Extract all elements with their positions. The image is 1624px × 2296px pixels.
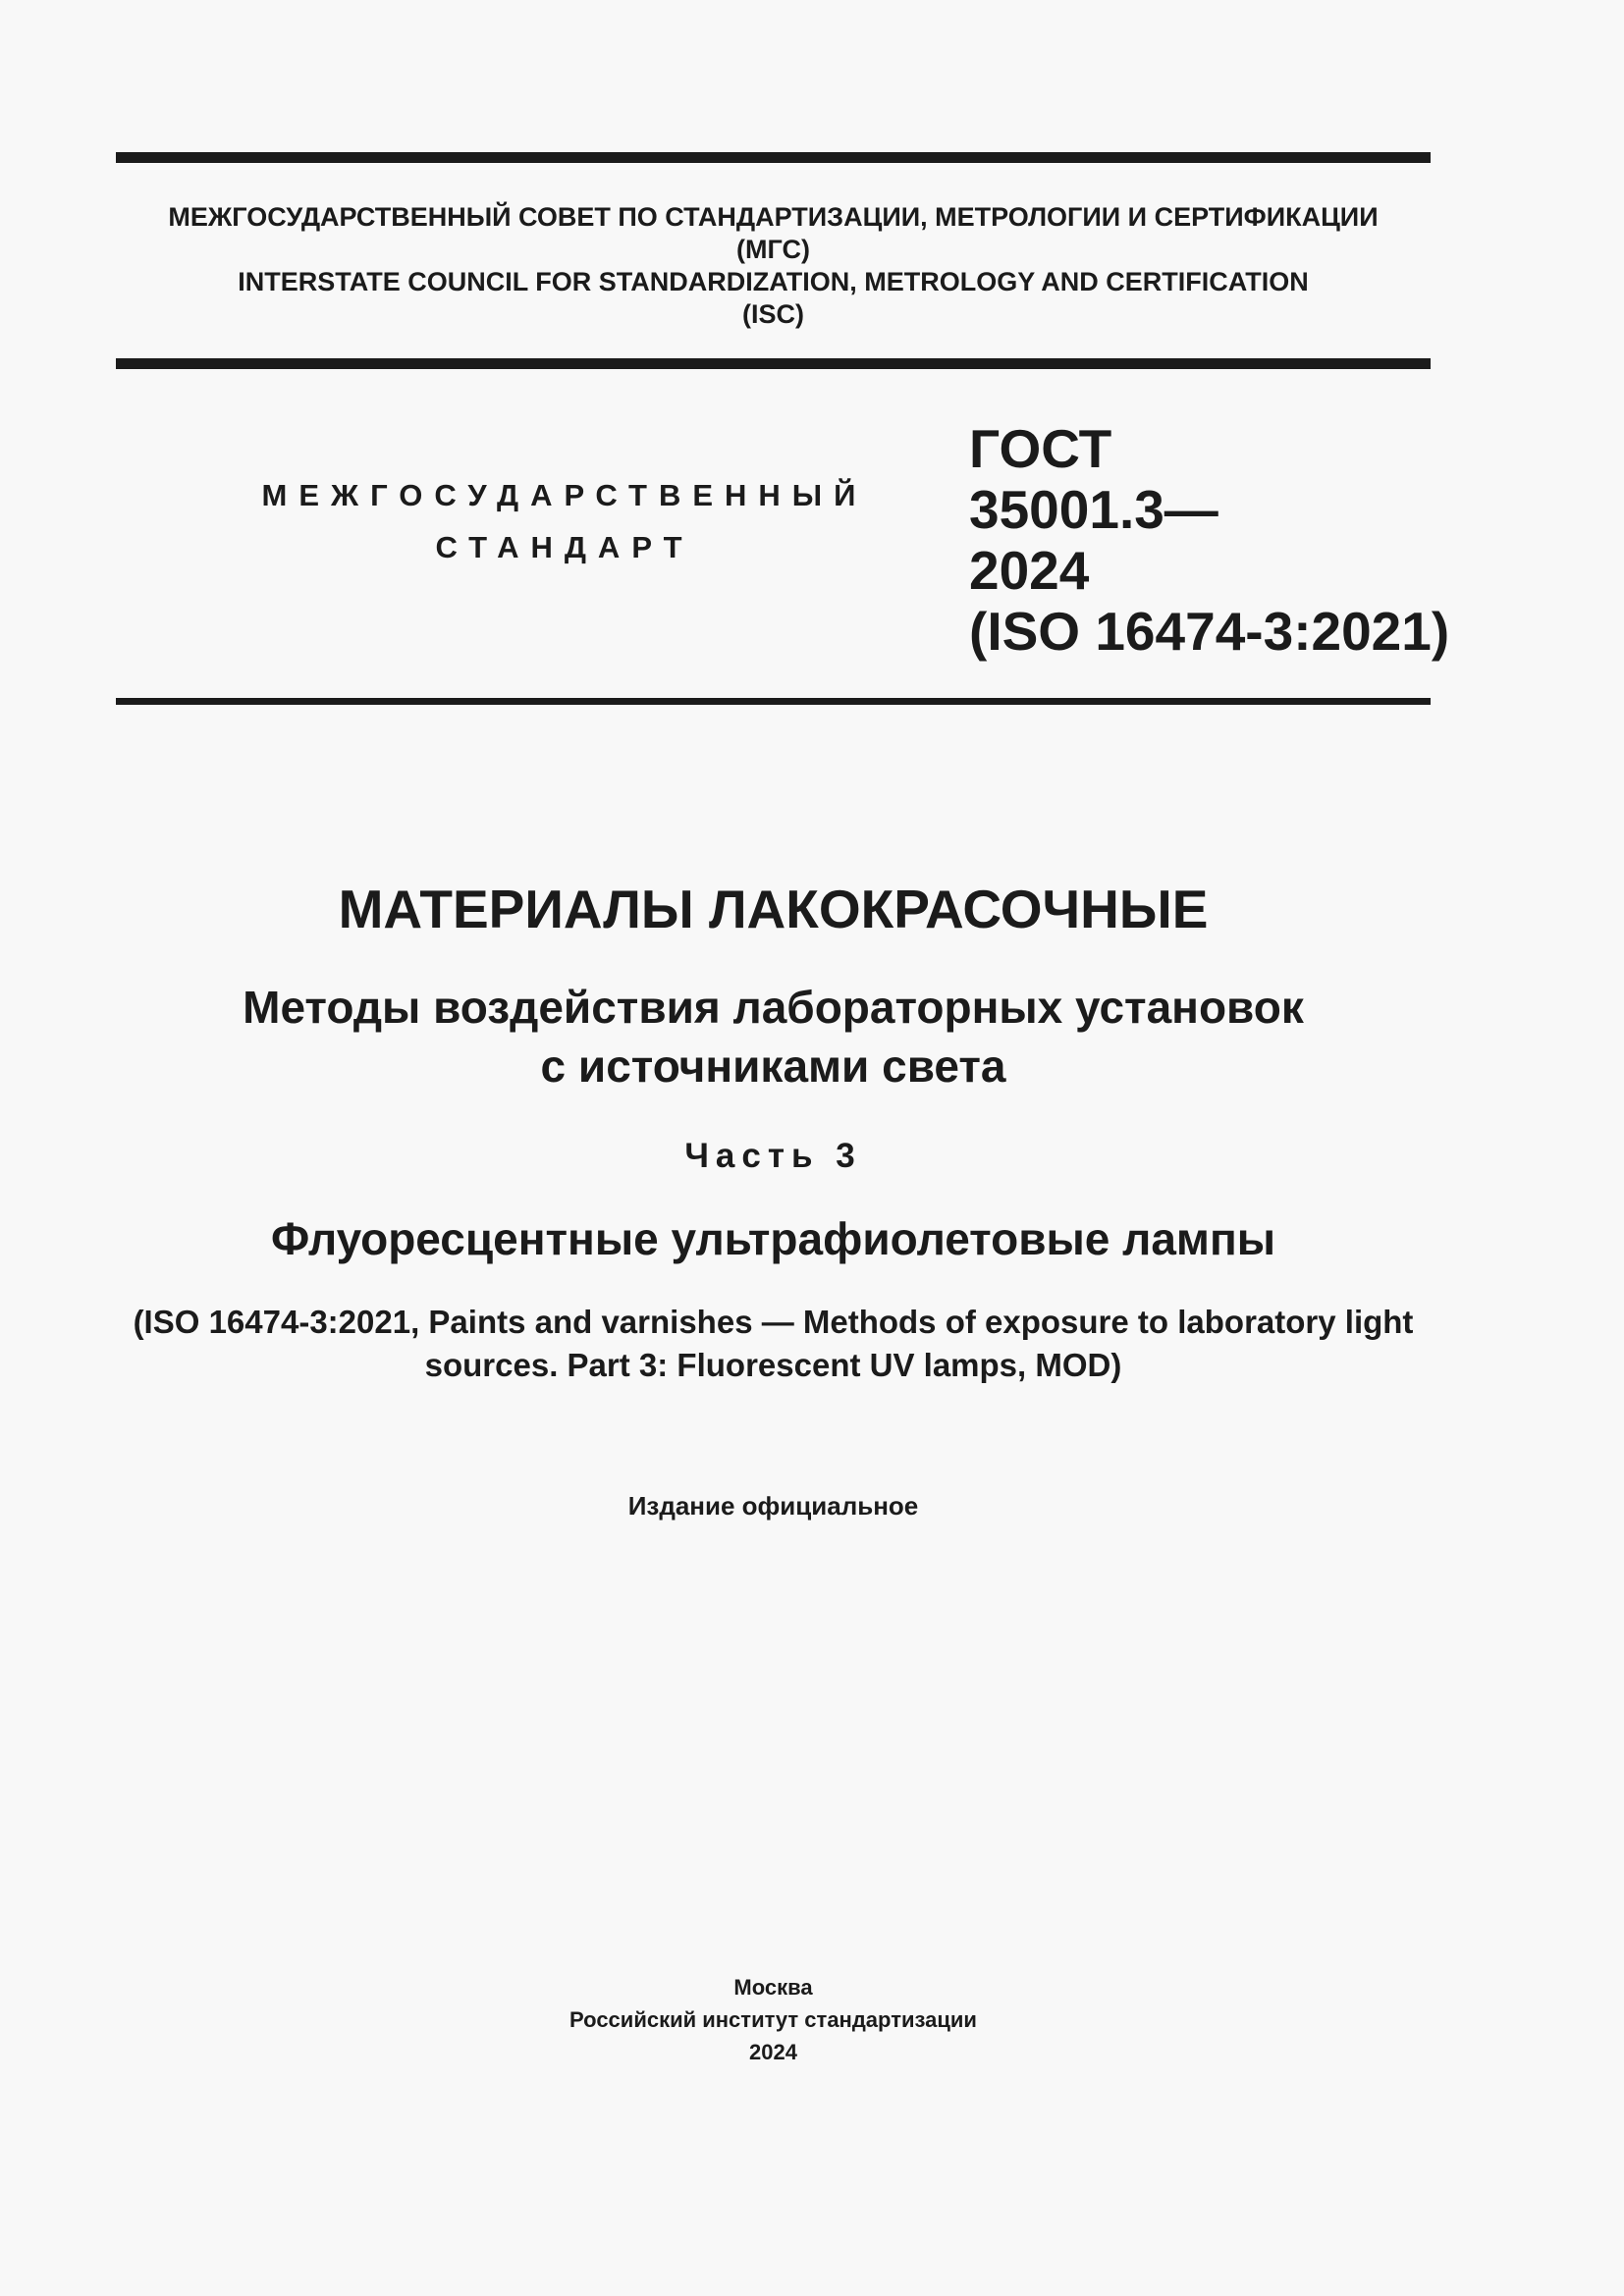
publisher-city: Москва <box>733 1975 813 2000</box>
document-part: Часть 3 <box>684 1137 862 1175</box>
standard-type-line2: СТАНДАРТ <box>435 530 694 564</box>
edition-label: Издание официальное <box>627 1491 919 1521</box>
subtitle-line2: с источниками света <box>540 1041 1006 1092</box>
document-subtitle <box>116 978 1431 1095</box>
council-abbr-ru: (МГС) <box>736 235 810 264</box>
gost-designation <box>969 418 1449 662</box>
publisher-institute: Российский институт стандартизации <box>569 2007 977 2032</box>
document-part-title: Флуоресцентные ультрафиолетовые лампы <box>270 1213 1276 1264</box>
council-abbr-en: (ISC) <box>742 299 804 329</box>
council-header <box>116 201 1431 331</box>
gost-label: ГОСТ <box>969 418 1112 479</box>
header-rule <box>116 358 1431 369</box>
gost-iso-ref: (ISO 16474-3:2021) <box>969 601 1450 662</box>
top-rule <box>116 152 1431 163</box>
council-name-en: INTERSTATE COUNCIL FOR STANDARDIZATION, METROLOGY AND CERTIFICATION <box>238 267 1309 296</box>
gost-year: 2024 <box>969 540 1090 601</box>
publisher-block <box>116 1971 1431 2068</box>
iso-title-line1: (ISO 16474-3:2021, Paints and varnishes — Methods of exposure to laboratory light <box>133 1304 1414 1340</box>
iso-title <box>116 1301 1431 1387</box>
standard-type <box>245 469 884 573</box>
subtitle-line1: Методы воздействия лабораторных установок <box>243 982 1304 1033</box>
standard-type-line1: МЕЖГОСУДАРСТВЕННЫЙ <box>261 478 868 512</box>
publisher-year: 2024 <box>749 2040 797 2064</box>
iso-title-line2: sources. Part 3: Fluorescent UV lamps, MOD) <box>424 1347 1122 1383</box>
gost-number: 35001.3— <box>969 479 1218 540</box>
council-name-ru: МЕЖГОСУДАРСТВЕННЫЙ СОВЕТ ПО СТАНДАРТИЗАЦИИ, МЕТРОЛОГИИ И СЕРТИФИКАЦИИ <box>168 202 1379 232</box>
designation-rule <box>116 698 1431 705</box>
document-title: МАТЕРИАЛЫ ЛАКОКРАСОЧНЫЕ <box>338 879 1209 939</box>
